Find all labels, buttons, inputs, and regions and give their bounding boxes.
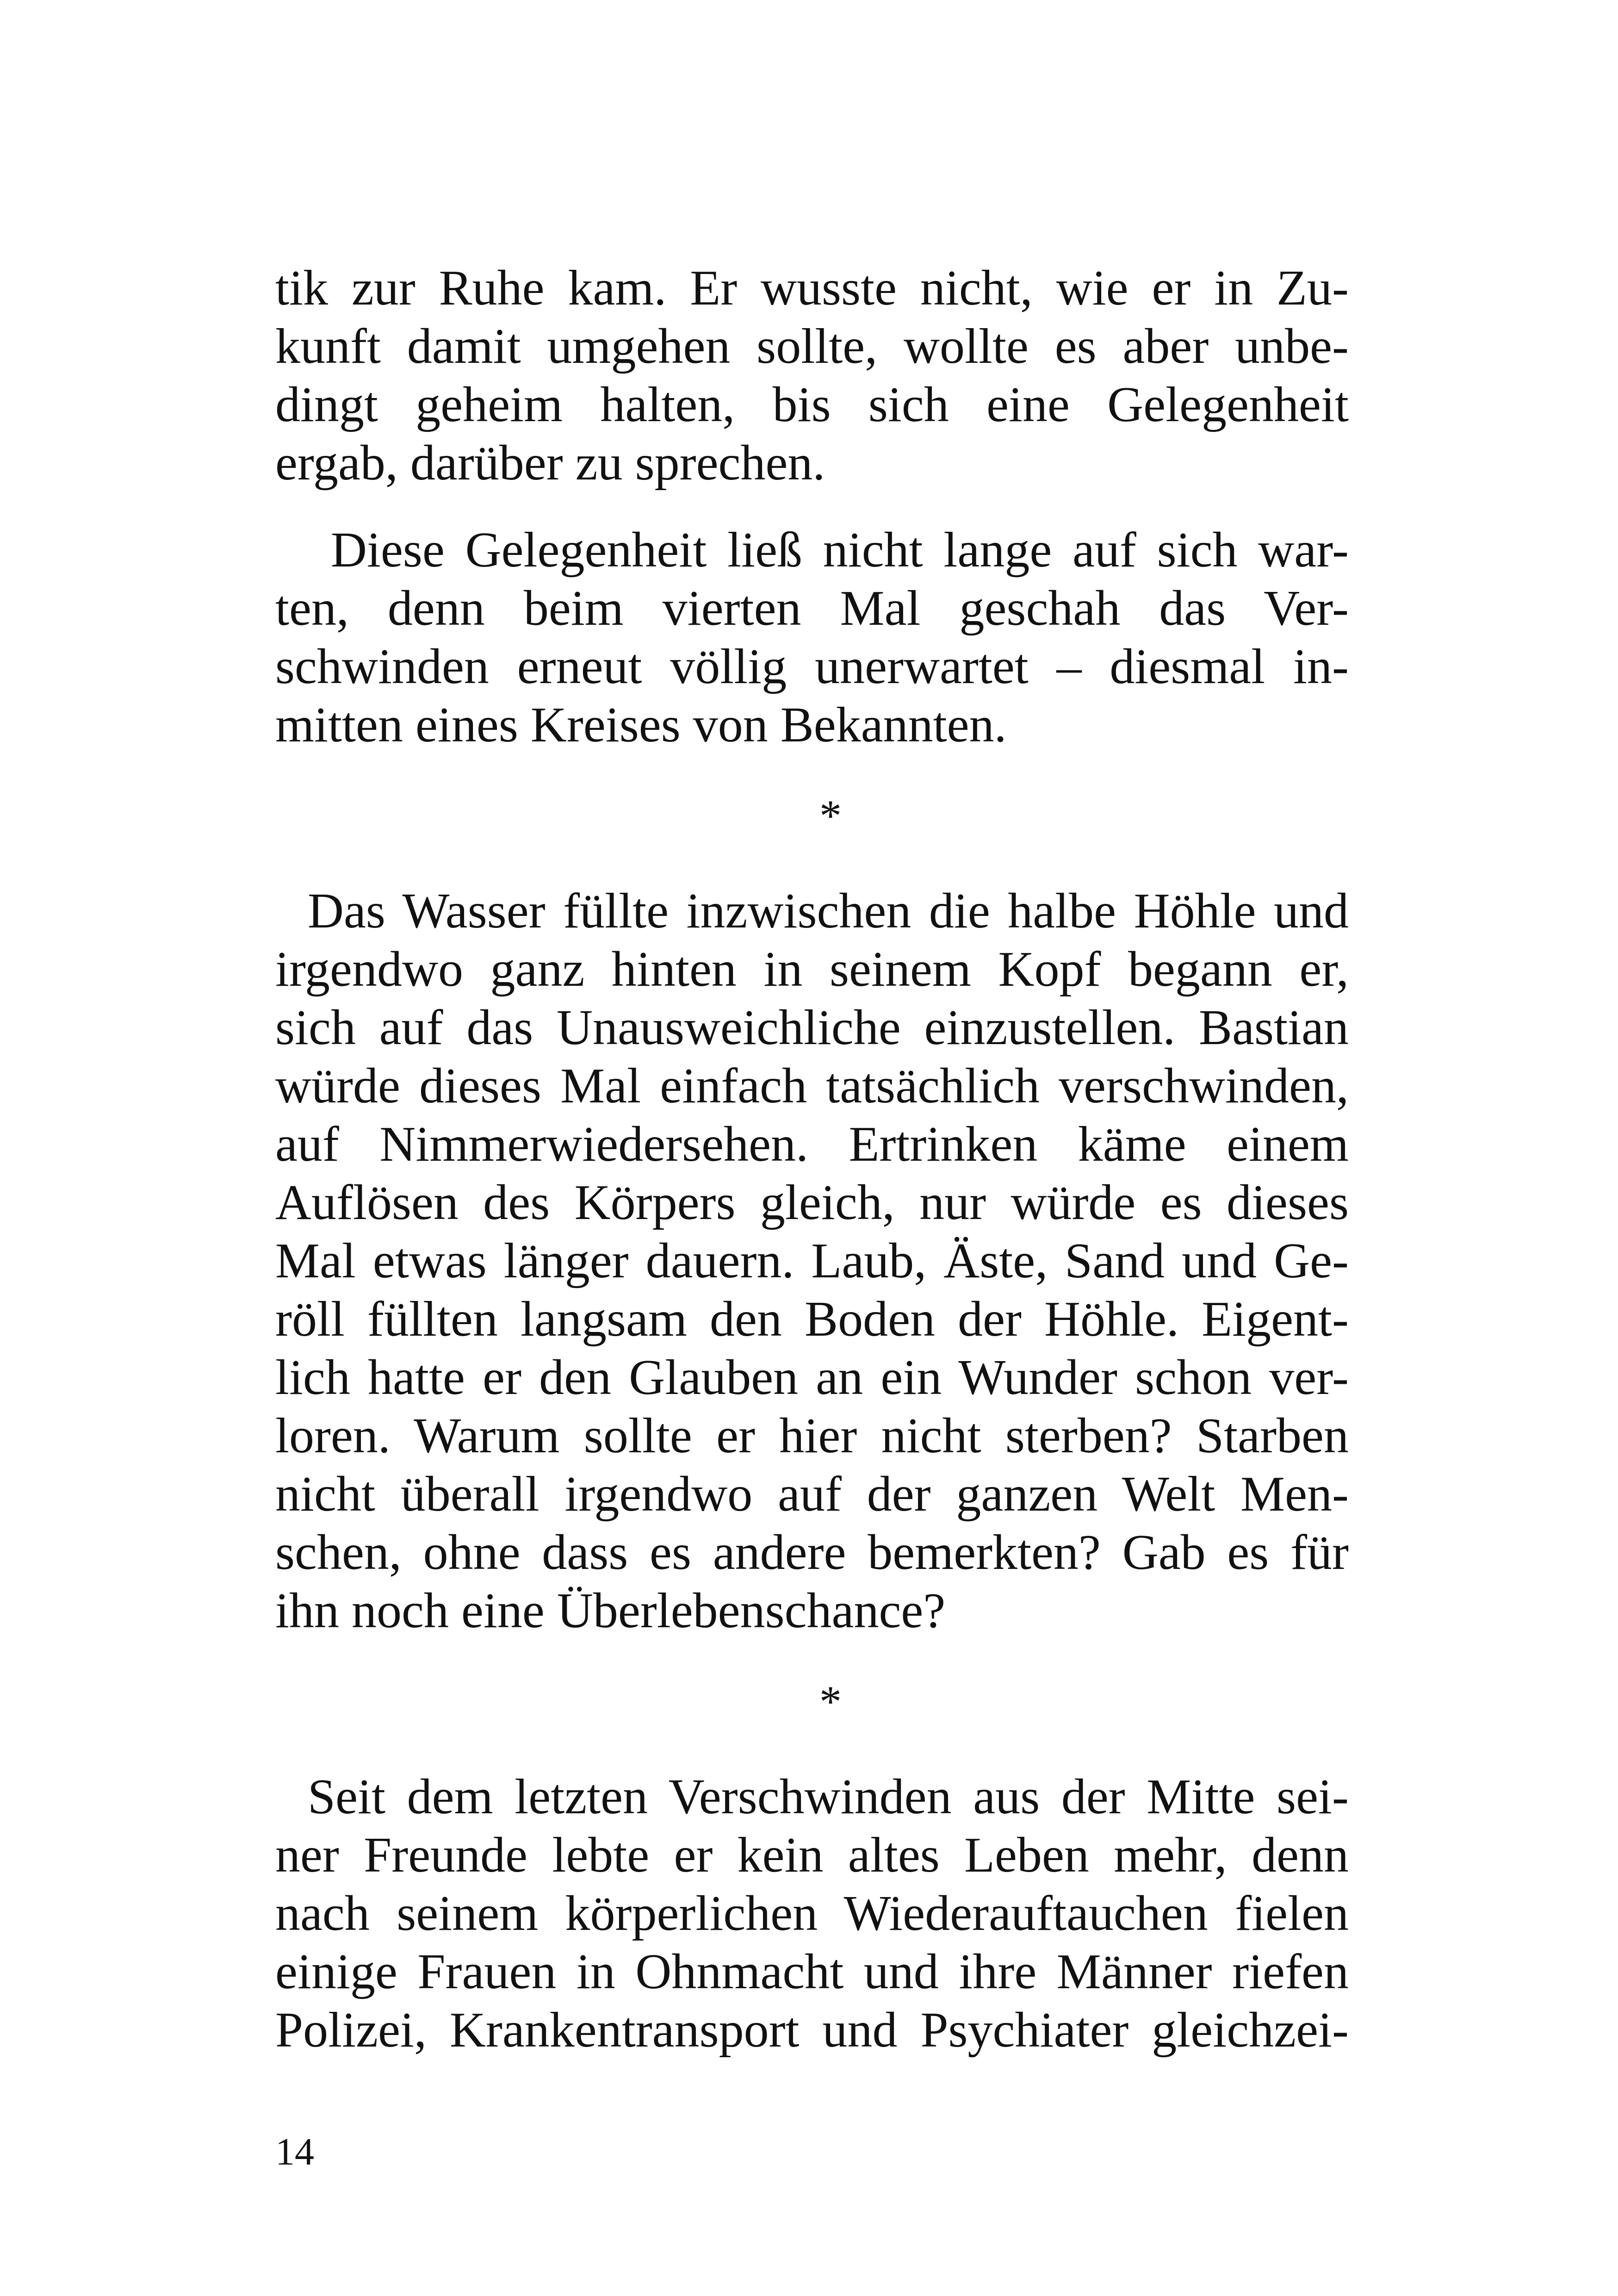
text-line: ten, denn beim vierten Mal geschah das Ver- bbox=[275, 581, 1349, 636]
text-line: Auflösen des Körpers gleich, nur würde es dieses bbox=[275, 1175, 1349, 1230]
text-line: Mal etwas länger dauern. Laub, Äste, Sand und Ge- bbox=[275, 1233, 1349, 1288]
text-line: Polizei, Krankentransport und Psychiater gleichzei- bbox=[275, 2003, 1349, 2058]
section-separator: * bbox=[819, 791, 842, 840]
text-line: schwinden erneut völlig unerwartet – diesmal in- bbox=[275, 639, 1349, 694]
page-number: 14 bbox=[275, 2130, 314, 2173]
text-line: würde dieses Mal einfach tatsächlich verschwinden, bbox=[275, 1058, 1349, 1114]
text-line: irgendwo ganz hinten in seinem Kopf begann er, bbox=[275, 942, 1349, 997]
text-line: Diese Gelegenheit ließ nicht lange auf sich war- bbox=[331, 523, 1349, 578]
paragraph-1 bbox=[275, 259, 1349, 492]
text-line: nicht überall irgendwo auf der ganzen Welt Men- bbox=[275, 1467, 1349, 1522]
text-line: Seit dem letzten Verschwinden aus der Mitte sei- bbox=[308, 1769, 1349, 1824]
text-line: dingt geheim halten, bis sich eine Gelegenheit bbox=[275, 377, 1349, 432]
text-line: auf Nimmerwiedersehen. Ertrinken käme einem bbox=[275, 1117, 1349, 1172]
text-line: sich auf das Unausweichliche einzustellen. Bastian bbox=[275, 1000, 1349, 1055]
text-line: ihn noch eine Überlebenschance? bbox=[275, 1583, 946, 1638]
text-line: schen, ohne dass es andere bemerkten? Gab es für bbox=[275, 1525, 1349, 1580]
text-line: loren. Warum sollte er hier nicht sterben? Starben bbox=[275, 1408, 1349, 1463]
body-text bbox=[275, 259, 1349, 2060]
text-line: tik zur Ruhe kam. Er wusste nicht, wie er in Zu- bbox=[275, 261, 1349, 316]
paragraph-3 bbox=[275, 882, 1349, 1640]
text-line: röll füllten langsam den Boden der Höhle. Eigent- bbox=[275, 1292, 1349, 1347]
paragraph-2 bbox=[275, 521, 1349, 754]
text-line: ergab, darüber zu sprechen. bbox=[275, 436, 825, 491]
paragraph-gap bbox=[275, 492, 1349, 521]
text-line: ner Freunde lebte er kein altes Leben mehr, denn bbox=[275, 1828, 1349, 1883]
text-line: einige Frauen in Ohnmacht und ihre Männer riefen bbox=[275, 1944, 1349, 1999]
paragraph-4 bbox=[275, 1768, 1349, 2060]
text-line: lich hatte er den Glauben an ein Wunder schon ver- bbox=[275, 1350, 1349, 1405]
text-line: mitten eines Kreises von Bekannten. bbox=[275, 697, 1007, 753]
text-line: kunft damit umgehen sollte, wollte es aber unbe- bbox=[275, 319, 1349, 374]
section-separator: * bbox=[819, 1677, 842, 1726]
text-line: Das Wasser füllte inzwischen die halbe Höhle und bbox=[308, 884, 1349, 939]
text-line: nach seinem körperlichen Wiederauftauchen fielen bbox=[275, 1886, 1349, 1941]
